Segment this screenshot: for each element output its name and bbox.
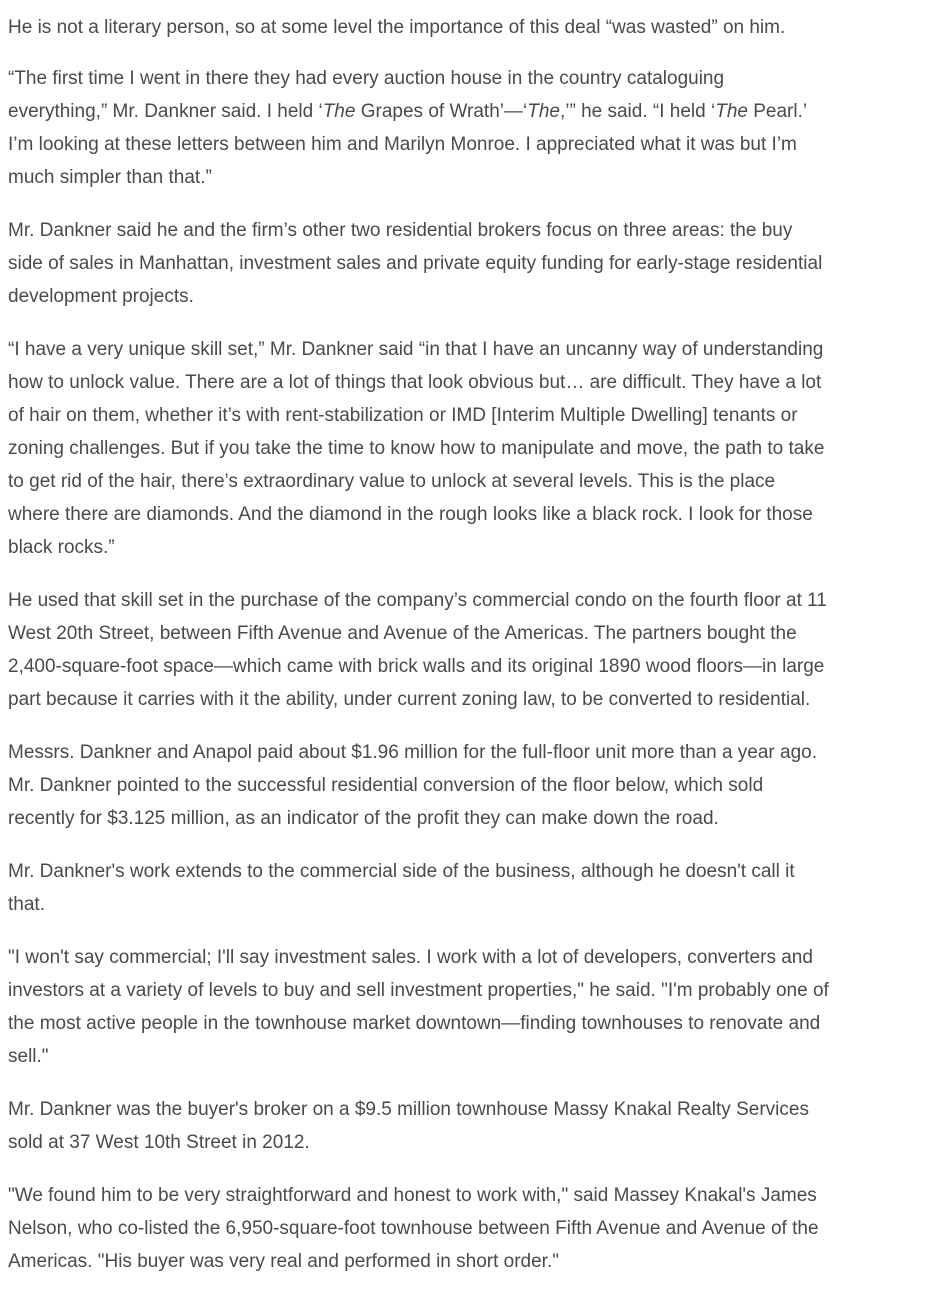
paragraph-2 (8, 62, 930, 194)
book-title-the-2: The (527, 101, 560, 122)
paragraph-4: “I have a very unique skill set,” Mr. Dankner said “in that I have an uncanny way of understanding how to unlock value. There are a lot of things that look obvious but… are difficult. They have a lot of hair on them, whether it’s with rent-stabilization or IMD [Interim Multiple Dwelling] tenants or zoning challenges. But if you take the time to know how to manipulate and move, the path to take to get rid of the hair, there’s extraordinary value to unlock at several levels. This is the place where there are diamonds. And the diamond in the rough looks like a black rock. I look for those black rocks.” (8, 339, 825, 558)
paragraph-9: Mr. Dankner was the buyer's broker on a $9.5 million townhouse Massy Knakal Realty Services sold at 37 West 10th Street in 2012. (8, 1099, 809, 1153)
paragraph-2-part-d: Pearl.’ I’m looking at these letters between him and Marilyn Monroe. I appreciated what it was but I’m much simpler than that.” (8, 101, 808, 188)
paragraph-2-part-b: Grapes of Wrath’—‘ (355, 101, 528, 122)
paragraph-10: "We found him to be very straightforward and honest to work with," said Massey Knakal's James Nelson, who co-listed the 6,950-square-foot townhouse between Fifth Avenue and Avenue of the Americas. "His buyer was very real and performed in short order." (8, 1185, 819, 1272)
paragraph-3: Mr. Dankner said he and the firm’s other two residential brokers focus on three areas: the buy side of sales in Manhattan, investment sales and private equity funding for early-stage residential development projects. (8, 220, 823, 307)
paragraph-6: Messrs. Dankner and Anapol paid about $1.96 million for the full-floor unit more than a year ago. Mr. Dankner pointed to the successful residential conversion of the floor below, which sold recently for $3.125 million, as an indicator of the profit they can make down the road. (8, 742, 818, 829)
paragraph-2-part-c: ,’” he said. “I held ‘ (559, 101, 716, 122)
book-title-the-3: The (715, 101, 748, 122)
paragraph-1: He is not a literary person, so at some level the importance of this deal “was wasted” on him. (8, 17, 786, 38)
paragraph-7: Mr. Dankner's work extends to the commercial side of the business, although he doesn't call it that. (8, 861, 795, 915)
book-title-the-1: The (322, 101, 356, 122)
paragraph-8: "I won't say commercial; I'll say investment sales. I work with a lot of developers, converters and investors at a variety of levels to buy and sell investment properties," he said. "I'm probably one of the most active people in the townhouse market downtown—finding townhouses to renovate and sell." (8, 947, 829, 1067)
paragraph-2-part-a: “The first time I went in there they had every auction house in the country cataloguing everything,” Mr. Dankner said. I held ‘ (8, 68, 725, 122)
paragraph-5: He used that skill set in the purchase of the company’s commercial condo on the fourth floor at 11 West 20th Street, between Fifth Avenue and Avenue of the Americas. The partners bought the 2,400-square-foot space—which came with brick walls and its original 1890 wood floors—in large part because it carries with it the ability, under current zoning law, to be converted to residential. (8, 590, 827, 710)
